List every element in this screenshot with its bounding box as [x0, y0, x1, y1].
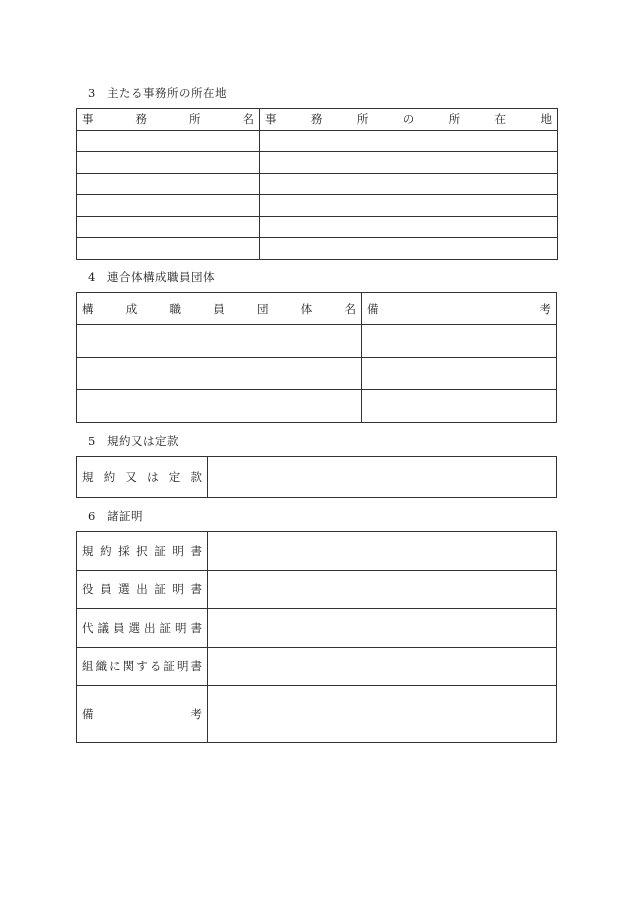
label-char: 款 — [190, 470, 202, 484]
certificate-label — [77, 647, 208, 686]
certificate-field[interactable] — [208, 609, 557, 648]
label-char: 備 — [82, 707, 94, 721]
label-char: 議 — [97, 620, 109, 635]
label-char: 備 — [367, 301, 379, 316]
label-char: 約 — [103, 470, 116, 484]
entry-cell[interactable] — [260, 173, 558, 195]
entry-cell[interactable] — [77, 195, 260, 217]
office-row — [77, 130, 558, 152]
entry-cell[interactable] — [260, 152, 558, 174]
label-char: 又 — [125, 470, 137, 484]
label-char: 択 — [136, 543, 148, 558]
label-char: 成 — [125, 301, 138, 316]
label-char: 事 — [82, 112, 94, 127]
section-number: 3 — [88, 86, 96, 100]
label-char: 約 — [100, 543, 112, 558]
office-row — [77, 238, 558, 260]
entry-cell[interactable] — [260, 195, 558, 217]
label-char: 役 — [82, 582, 94, 597]
section-number: 6 — [88, 509, 96, 523]
bylaws-field[interactable] — [208, 457, 557, 498]
office-row — [77, 216, 558, 238]
label-char: 出 — [136, 582, 148, 597]
section-number: 4 — [88, 270, 96, 284]
label-char: 構 — [82, 301, 94, 316]
label-char: 員 — [100, 582, 112, 597]
label-char: 明 — [176, 659, 189, 674]
label-char: 採 — [118, 543, 130, 558]
label-char: 織 — [95, 659, 108, 674]
office-address-header — [260, 109, 558, 131]
label-char: 規 — [82, 543, 94, 558]
entry-cell[interactable] — [77, 390, 362, 423]
label-char: 出 — [144, 620, 156, 635]
organization-row — [77, 390, 557, 423]
entry-cell[interactable] — [260, 238, 558, 260]
certificate-field[interactable] — [208, 647, 557, 686]
entry-cell[interactable] — [77, 173, 260, 195]
label-char: 所 — [448, 112, 461, 127]
label-char: 選 — [128, 620, 140, 635]
label-char: 選 — [118, 582, 130, 597]
label-char: 組 — [82, 659, 94, 674]
organization-row — [77, 357, 557, 390]
bylaws-table — [76, 456, 557, 498]
label-char: る — [149, 659, 162, 674]
section-title: 主たる事務所の所在地 — [107, 86, 227, 100]
label-char: 関 — [122, 659, 135, 674]
section-title: 連合体構成職員団体 — [107, 270, 215, 284]
certificate-label — [77, 609, 208, 648]
label-char: 証 — [154, 543, 166, 558]
entry-cell[interactable] — [362, 390, 557, 423]
label-char: 書 — [190, 659, 202, 674]
label-char: 考 — [190, 707, 202, 721]
label-char: 職 — [169, 301, 181, 316]
label-char: 団 — [257, 301, 269, 316]
office-row — [77, 152, 558, 174]
label-char: 証 — [163, 659, 175, 674]
certificate-label — [77, 570, 208, 609]
label-char: 書 — [190, 620, 202, 635]
section-6-heading — [88, 508, 143, 524]
organization-row — [77, 325, 557, 358]
label-char: の — [402, 112, 415, 127]
entry-cell[interactable] — [77, 216, 260, 238]
label-char: に — [109, 659, 121, 674]
section-5-heading — [88, 433, 179, 449]
label-char: 書 — [190, 582, 202, 597]
label-char: 務 — [310, 112, 323, 127]
remarks-field[interactable] — [208, 686, 557, 743]
entry-cell[interactable] — [362, 357, 557, 390]
entry-cell[interactable] — [260, 216, 558, 238]
label-char: 書 — [190, 543, 202, 558]
section-number: 5 — [88, 434, 96, 448]
organization-name-header — [77, 293, 362, 325]
office-row — [77, 195, 558, 217]
label-char: 考 — [539, 301, 551, 316]
label-char: 所 — [189, 112, 201, 127]
label-char: 定 — [168, 470, 181, 484]
entry-cell[interactable] — [362, 325, 557, 358]
label-char: は — [147, 470, 159, 484]
entry-cell[interactable] — [77, 325, 362, 358]
label-char: 名 — [242, 112, 254, 127]
label-char: 地 — [540, 112, 552, 127]
certificate-label — [77, 532, 208, 571]
entry-cell[interactable] — [77, 357, 362, 390]
certificates-table — [76, 531, 557, 743]
section-3-heading — [88, 85, 227, 101]
label-char: 明 — [175, 620, 187, 635]
entry-cell[interactable] — [77, 152, 260, 174]
section-title: 諸証明 — [107, 509, 143, 523]
label-char: す — [136, 659, 148, 674]
label-char: 規 — [82, 470, 94, 484]
label-char: 明 — [172, 582, 184, 597]
label-char: 代 — [82, 620, 94, 635]
entry-cell[interactable] — [77, 130, 260, 152]
bylaws-label — [77, 457, 208, 498]
section-title: 規約又は定款 — [107, 434, 179, 448]
label-char: 体 — [300, 301, 313, 316]
entry-cell[interactable] — [77, 238, 260, 260]
office-name-header — [77, 109, 260, 131]
label-char: 明 — [172, 543, 184, 558]
certificate-field[interactable] — [208, 570, 557, 609]
label-char: 所 — [356, 112, 369, 127]
certificate-field[interactable] — [208, 532, 557, 571]
label-char: 在 — [494, 112, 507, 127]
office-row — [77, 173, 558, 195]
main-office-table — [76, 108, 558, 260]
label-char: 証 — [159, 620, 171, 635]
label-char: 員 — [213, 301, 225, 316]
entry-cell[interactable] — [260, 130, 558, 152]
member-organization-table — [76, 292, 557, 423]
label-char: 事 — [265, 112, 277, 127]
label-char: 員 — [113, 620, 125, 635]
label-char: 証 — [154, 582, 166, 597]
remarks-label — [77, 686, 208, 743]
section-4-heading — [88, 269, 215, 285]
label-char: 名 — [344, 301, 356, 316]
label-char: 務 — [135, 112, 147, 127]
remarks-header — [362, 293, 557, 325]
